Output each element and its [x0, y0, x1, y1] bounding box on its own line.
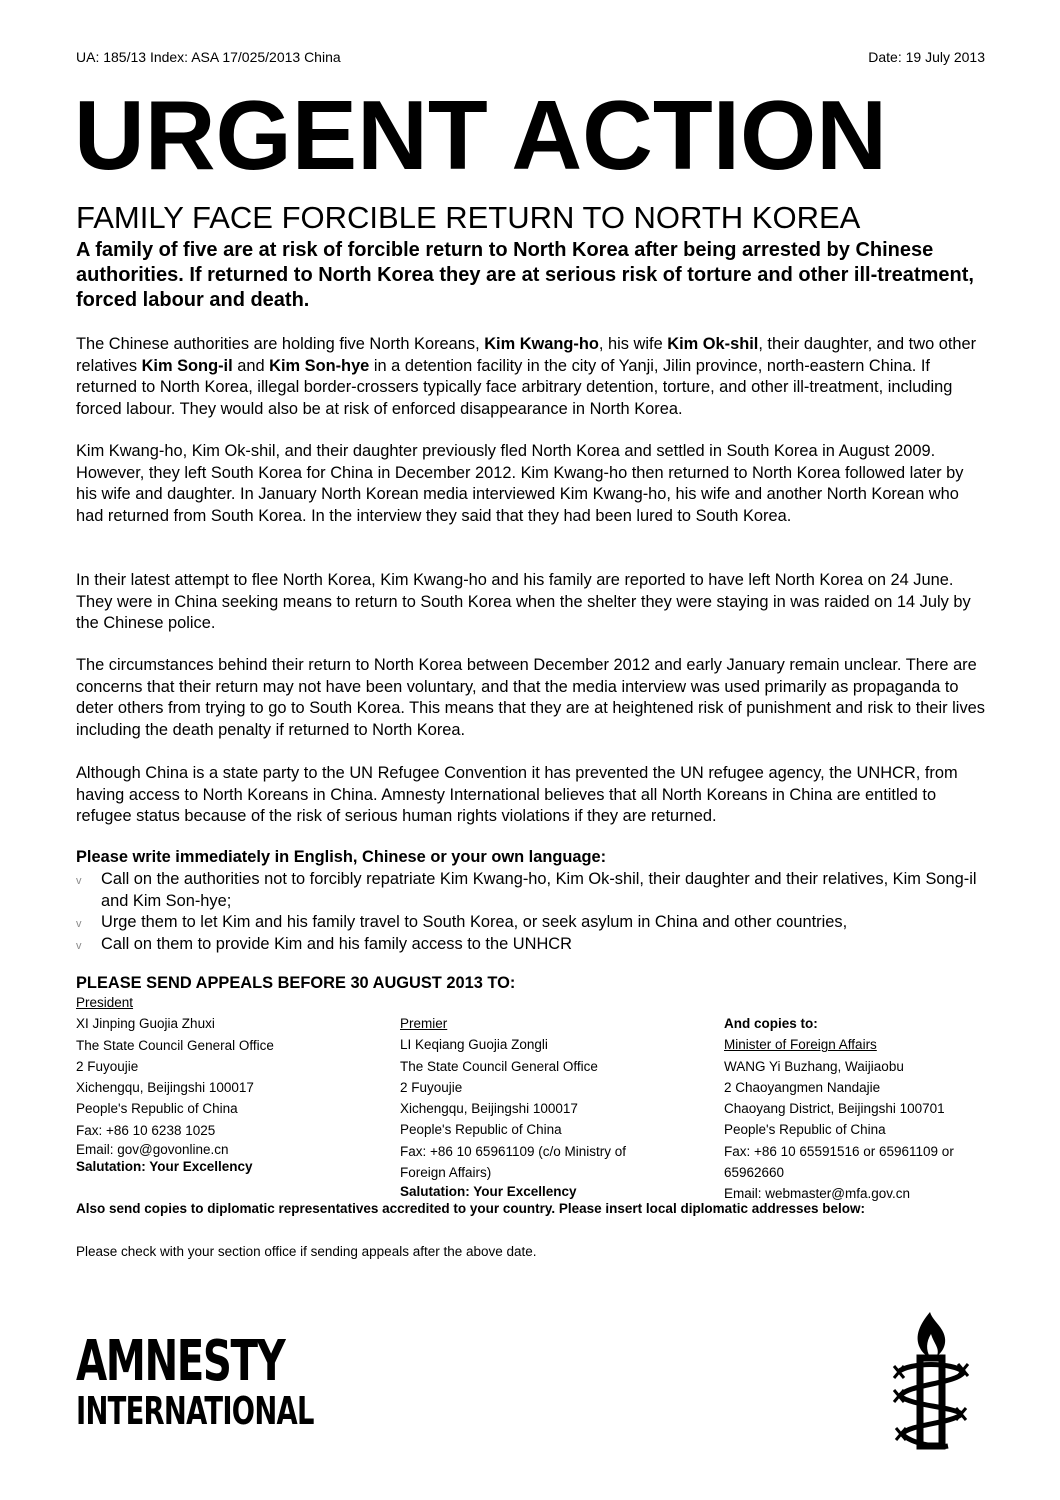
address-line: People's Republic of China	[400, 1122, 562, 1138]
amnesty-logo-text	[76, 1329, 406, 1433]
address-line: Chaoyang District, Beijingshi 100701	[724, 1101, 945, 1117]
name-kim-song-il: Kim Song-il	[141, 356, 233, 375]
address-email: Email: webmaster@mfa.gov.cn	[724, 1186, 911, 1202]
deadline-note: Please check with your section office if sending appeals after the above date.	[76, 1244, 537, 1259]
address-copies	[724, 1013, 1004, 1205]
list-item: v Urge them to let Kim and his family travel to South Korea, or seek asylum in China and other countries,	[76, 912, 986, 934]
list-item: v Call on them to provide Kim and his family access to the UNHCR	[76, 934, 986, 956]
address-heading: And copies to:	[724, 1016, 818, 1031]
appeals-title: PLEASE SEND APPEALS BEFORE 30 AUGUST 2013 TO:	[76, 974, 516, 992]
address-heading: Premier	[400, 1016, 448, 1031]
address-line: Xichengqu, Beijingshi 100017	[76, 1080, 254, 1096]
address-president	[76, 992, 376, 1175]
paragraph-5: Although China is a state party to the UN Refugee Convention it has prevented the UN refugee agency, the UNHCR, from having access to North Koreans in China. Amnesty International believes that all North Koreans in China are entitled to refugee status because of the risk of serious human rights violations if they are returned.	[76, 764, 958, 825]
asks-list	[76, 869, 986, 955]
name-kim-kwang-ho: Kim Kwang-ho	[484, 335, 599, 353]
address-heading: President	[76, 995, 134, 1010]
address-line: Xichengqu, Beijingshi 100017	[400, 1101, 578, 1117]
address-line: People's Republic of China	[76, 1101, 238, 1117]
address-subheading: Minister of Foreign Affairs	[724, 1037, 877, 1053]
bullet-icon: v	[76, 875, 82, 887]
name-kim-ok-shil: Kim Ok-shil	[667, 335, 759, 353]
page-subtitle: FAMILY FACE FORCIBLE RETURN TO NORTH KOREA	[76, 200, 861, 235]
diplomatic-copies-note: Also send copies to diplomatic representatives accredited to your country. Please insert local diplomatic addresses below:	[76, 1201, 865, 1216]
list-item: v Call on the authorities not to forcibly repatriate Kim Kwang-ho, Kim Ok-shil, their daughter and their relatives, Kim Song-il and Kim Son-hye;	[76, 870, 977, 910]
address-line: Fax: +86 10 65591516 or 65961109 or 65962660	[724, 1143, 954, 1181]
address-line: WANG Yi Buzhang, Waijiaobu	[724, 1058, 904, 1074]
bullet-icon: v	[76, 939, 82, 952]
address-line: The State Council General Office	[76, 1037, 274, 1053]
salutation: Salutation: Your Excellency	[400, 1184, 577, 1200]
paragraph-2: Kim Kwang-ho, Kim Ok-shil, and their daughter previously fled North Korea and settled in South Korea in August 2009. However, they left South Korea for China in December 2012. Kim Kwang-ho then returned to North Korea followed later by his wife and daughter. In January North Korean media interviewed Kim Kwang-ho, his wife and another North Korean who had returned from South Korea. In the interview they said that they had been lured to South Korea.	[76, 442, 964, 525]
address-premier	[400, 1013, 700, 1200]
address-email: Email: gov@govonline.cn	[76, 1142, 229, 1158]
address-line: 2 Chaoyangmen Nandajie	[724, 1079, 881, 1095]
address-line: LI Keqiang Guojia Zongli	[400, 1037, 548, 1053]
candle-barbed-wire-icon	[890, 1310, 970, 1452]
logo-line-international: INTERNATIONAL	[76, 1389, 314, 1433]
paragraph-4: The circumstances behind their return to North Korea between December 2012 and early January remain unclear. There are concerns that their return may not have been voluntary, and that the media interview was used primarily as propaganda to deter others from trying to go to South Korea. This means that they are at heightened risk of punishment and risk to their lives including the death penalty if returned to North Korea.	[76, 656, 985, 739]
address-line: People's Republic of China	[724, 1122, 886, 1138]
address-line: 2 Fuyoujie	[76, 1058, 139, 1074]
address-line: Fax: +86 10 65961109 (c/o Ministry of Foreign Affairs)	[400, 1143, 626, 1181]
paragraph-3: In their latest attempt to flee North Korea, Kim Kwang-ho and his family are reported to have left North Korea on 24 June. They were in China seeking means to return to South Korea when the shelter they were staying in was raided on 14 July by the Chinese police.	[76, 571, 971, 632]
bullet-icon: v	[76, 918, 82, 930]
asks-title: Please write immediately in English, Chinese or your own language:	[76, 848, 607, 866]
lead-summary: A family of five are at risk of forcible return to North Korea after being arrested by Chinese authorities. If returned to North Korea they are at serious risk of torture and other ill-treatment, forced labour and death.	[76, 239, 974, 311]
logo-line-amnesty: AMNESTY	[76, 1329, 285, 1394]
salutation: Salutation: Your Excellency	[76, 1159, 253, 1175]
address-line: 2 Fuyoujie	[400, 1079, 463, 1095]
page-title: URGENT ACTION	[74, 80, 887, 190]
address-line: XI Jinping Guojia Zhuxi	[76, 1016, 215, 1032]
document-date: Date: 19 July 2013	[868, 49, 985, 65]
address-line: The State Council General Office	[400, 1058, 598, 1074]
name-kim-son-hye: Kim Son-hye	[269, 356, 370, 375]
address-line: Fax: +86 10 6238 1025	[76, 1122, 216, 1138]
paragraph-1: The Chinese authorities are holding five North Koreans, Kim Kwang-ho, his wife Kim Ok-shil, their daughter, and two other relatives Kim Song-il and Kim Son-hye in a detention facility in the city of Yanji, Jilin province, north-eastern China. If returned to North Korea, illegal border-crossers typically face arbitrary detention, torture, and other ill-treatment, including forced labour. They would also be at risk of enforced disappearance in North Korea.	[76, 335, 977, 418]
document-reference: UA: 185/13 Index: ASA 17/025/2013 China	[76, 49, 341, 65]
